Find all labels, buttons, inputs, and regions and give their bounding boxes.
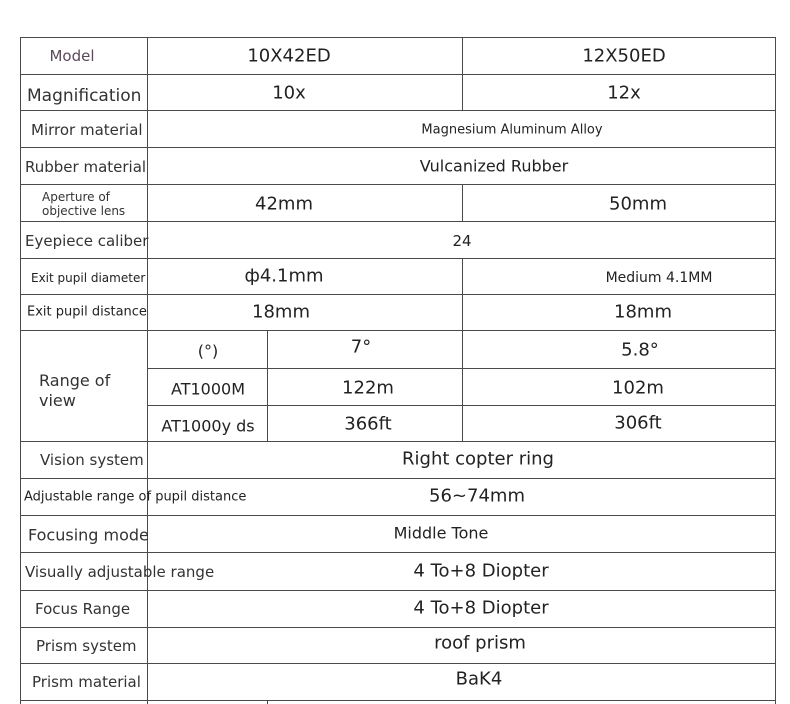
range-at1000yds-v2: 306ft	[614, 412, 662, 434]
grid-line	[20, 663, 776, 664]
grid-line	[267, 330, 268, 441]
grid-line	[20, 110, 776, 111]
range-at1000m-v2: 102m	[612, 377, 664, 399]
vision-system-value: Right copter ring	[402, 448, 554, 470]
mirror-material-value: Magnesium Aluminum Alloy	[421, 122, 603, 138]
grid-line	[267, 700, 268, 704]
prism-material-label: Prism material	[32, 673, 141, 691]
grid-line	[20, 552, 776, 553]
visually-adjustable-range-label: Visually adjustable range	[25, 563, 215, 581]
exit-pupil-distance-v2: 18mm	[614, 301, 672, 323]
grid-line	[462, 37, 463, 110]
grid-line	[20, 37, 21, 704]
grid-line	[147, 37, 148, 704]
exit-pupil-diameter-label: Exit pupil diameter	[31, 271, 146, 285]
exit-pupil-diameter-v2: Medium 4.1MM	[605, 270, 713, 286]
grid-line	[20, 441, 776, 442]
focus-range-label: Focus Range	[35, 600, 131, 618]
col2-header: 12X50ED	[582, 45, 666, 67]
range-degree-v1: 7°	[350, 336, 372, 358]
aperture-label-line1: Aperture of	[42, 190, 110, 204]
range-of-view-label-line1: Range of	[39, 371, 111, 390]
exit-pupil-diameter-v1: ф4.1mm	[244, 265, 324, 287]
magnification-v2: 12x	[607, 82, 641, 104]
range-degree-v2: 5.8°	[621, 339, 659, 361]
eyepiece-caliber-value: 24	[452, 232, 472, 250]
aperture-label-line2: objective lens	[42, 204, 126, 218]
rubber-material-value: Vulcanized Rubber	[419, 156, 569, 176]
grid-line	[20, 184, 776, 185]
exit-pupil-distance-label: Exit pupil distance	[27, 304, 147, 320]
grid-line	[20, 37, 776, 38]
model-header: Model	[49, 47, 95, 65]
prism-system-value: roof prism	[434, 632, 526, 654]
magnification-label: Magnification	[27, 86, 142, 106]
grid-line	[20, 627, 776, 628]
pupil-distance-range-value: 56~74mm	[429, 485, 525, 507]
vision-system-label: Vision system	[40, 451, 144, 469]
grid-line	[462, 258, 463, 441]
range-of-view-label-line2: view	[39, 391, 76, 410]
grid-line	[20, 74, 776, 75]
range-at1000m-label: AT1000M	[171, 379, 245, 399]
range-of-view-label	[39, 371, 110, 411]
magnification-v1: 10x	[272, 82, 306, 104]
prism-system-label: Prism system	[36, 637, 137, 655]
focusing-mode-value: Middle Tone	[393, 523, 489, 543]
grid-line	[20, 700, 776, 701]
col1-header: 10X42ED	[247, 45, 331, 67]
grid-line	[462, 184, 463, 221]
range-at1000yds-label: AT1000y ds	[161, 416, 255, 436]
focusing-mode-label: Focusing mode	[28, 525, 149, 545]
prism-material-value: BaK4	[455, 668, 503, 690]
grid-line	[20, 330, 776, 331]
grid-line	[20, 221, 776, 222]
eyepiece-caliber-label: Eyepiece caliber	[25, 232, 149, 250]
focus-range-value: 4 To+8 Diopter	[413, 597, 549, 619]
aperture-v2: 50mm	[609, 193, 667, 215]
range-at1000m-v1: 122m	[342, 377, 394, 399]
grid-line	[20, 478, 776, 479]
visually-adjustable-range-value: 4 To+8 Diopter	[413, 560, 549, 582]
aperture-label	[42, 190, 125, 218]
exit-pupil-distance-v1: 18mm	[252, 301, 310, 323]
grid-line	[20, 147, 776, 148]
grid-line	[20, 515, 776, 516]
aperture-v1: 42mm	[255, 193, 313, 215]
grid-line	[775, 37, 776, 704]
grid-line	[20, 258, 776, 259]
range-at1000yds-v1: 366ft	[344, 413, 392, 435]
pupil-distance-range-label: Adjustable range of pupil distance	[24, 489, 247, 505]
range-degree-label: (°)	[197, 341, 219, 361]
grid-line	[20, 590, 776, 591]
grid-line	[20, 294, 776, 295]
rubber-material-label: Rubber material	[25, 158, 147, 176]
mirror-material-label: Mirror material	[31, 121, 143, 139]
